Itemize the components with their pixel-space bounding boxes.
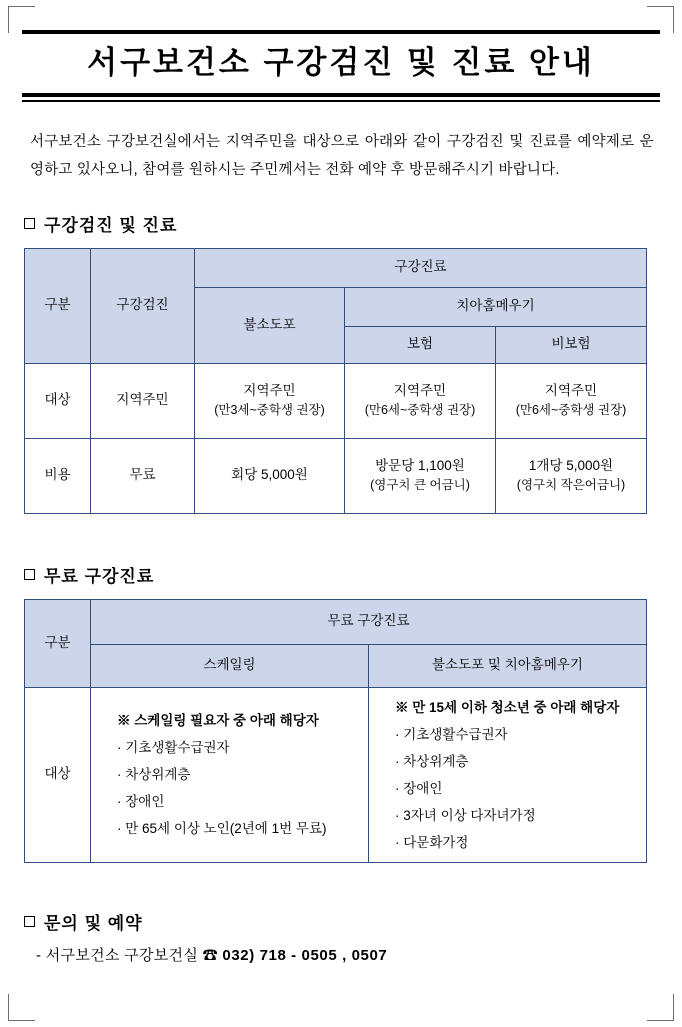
list-item: · 장애인 — [395, 780, 443, 796]
section1-heading-label: 구강검진 및 진료 — [44, 215, 178, 235]
cell-line-1: 지역주민 — [544, 382, 598, 398]
header-insured: 보험 — [345, 326, 496, 363]
section-heading-oral-exam — [22, 211, 660, 236]
cell-line-1: 지역주민 — [393, 382, 447, 398]
fluoride-sealant-list — [373, 694, 642, 856]
header-oral-treatment: 구강진료 — [195, 248, 647, 287]
document-content — [22, 30, 660, 965]
cell-line-2: (영구치 큰 어금니) — [370, 478, 470, 493]
row-label-target: 대상 — [25, 363, 91, 438]
cell-line-1: 방문당 1,100원 — [375, 457, 465, 473]
telephone-icon: ☎ — [202, 946, 218, 964]
table-row — [25, 644, 647, 687]
intro-paragraph: 서구보건소 구강보건실에서는 지역주민을 대상으로 아래와 같이 구강검진 및 진료를 예약제로 운영하고 있사오니, 참여를 원하시는 주민께서는 전화 예약 후 방문해주시기 바랍니다. — [30, 134, 654, 179]
contact-office-label: - 서구보건소 구강보건실 — [36, 946, 199, 964]
header-oral-exam: 구강검진 — [91, 248, 195, 363]
section-heading-contact — [22, 909, 660, 934]
cell-line-2: (영구치 작은어금니) — [516, 478, 626, 493]
table-free-oral-treatment — [24, 599, 647, 863]
cell-target-oral-exam: 지역주민 — [91, 363, 195, 438]
square-bullet-icon — [24, 916, 35, 927]
cell-cost-insured — [345, 438, 496, 513]
cell-line-1: 1개당 5,000원 — [528, 457, 614, 473]
cell-fluoride-sealant-eligibility — [369, 687, 647, 862]
header-scaling: 스케일링 — [91, 644, 369, 687]
section3-heading-label: 문의 및 예약 — [44, 913, 143, 933]
cell-target-uninsured — [496, 363, 647, 438]
table-row — [25, 599, 647, 644]
crop-mark-top-left — [8, 6, 35, 33]
list-item: · 장애인 — [117, 794, 165, 810]
title-block — [22, 30, 660, 97]
header-gubun: 구분 — [25, 248, 91, 363]
cell-target-fluoride — [195, 363, 345, 438]
cell-scaling-eligibility — [91, 687, 369, 862]
row-label-cost: 비용 — [25, 438, 91, 513]
list-item: · 기초생활수급권자 — [395, 726, 508, 742]
list-item: · 다문화가정 — [395, 834, 469, 850]
list-item: · 3자녀 이상 다자녀가정 — [395, 807, 536, 823]
contact-phone-number: 032) 718 - 0505 , 0507 — [222, 946, 388, 964]
cell-cost-oral-exam: 무료 — [91, 438, 195, 513]
header-gubun: 구분 — [25, 599, 91, 687]
table-row — [25, 248, 647, 287]
cell-cost-fluoride — [195, 438, 345, 513]
table-row — [25, 438, 647, 513]
list-item: · 만 65세 이상 노인(2년에 1번 무료) — [117, 821, 327, 837]
page-title: 서구보건소 구강검진 및 진료 안내 — [87, 45, 595, 80]
crop-mark-bottom-right — [647, 994, 674, 1021]
cell-line-2: (만6세~중학생 권장) — [364, 403, 476, 418]
list-lead: ※ 스케일링 필요자 중 아래 해당자 — [117, 713, 319, 729]
section-heading-free-treatment — [22, 562, 660, 587]
title-underline — [22, 100, 660, 102]
cell-line-2: (만3세~중학생 권장) — [214, 403, 325, 418]
table-row — [25, 363, 647, 438]
table-row — [25, 687, 647, 862]
square-bullet-icon — [24, 569, 35, 580]
scaling-list — [95, 707, 364, 842]
cell-line-2: (만6세~중학생 권장) — [515, 403, 627, 418]
header-fluoride: 불소도포 — [195, 287, 345, 363]
cell-target-insured — [345, 363, 496, 438]
cell-cost-uninsured — [496, 438, 647, 513]
header-free-treatment: 무료 구강진료 — [91, 599, 647, 644]
list-item: · 차상위계층 — [117, 767, 191, 783]
cell-line-1: 지역주민 — [243, 382, 296, 398]
list-item: · 차상위계층 — [395, 753, 469, 769]
list-item: · 기초생활수급권자 — [117, 740, 230, 756]
row-label-target: 대상 — [25, 687, 91, 862]
cell-line-1: 회당 5,000원 — [231, 467, 308, 483]
header-sealant: 치아홈메우기 — [345, 287, 647, 326]
list-lead: ※ 만 15세 이하 청소년 중 아래 해당자 — [395, 699, 620, 715]
section2-heading-label: 무료 구강진료 — [44, 566, 155, 586]
crop-mark-top-right — [647, 6, 674, 33]
header-fluoride-sealant: 불소도포 및 치아홈메우기 — [369, 644, 647, 687]
crop-mark-bottom-left — [8, 994, 35, 1021]
header-uninsured: 비보험 — [496, 326, 647, 363]
table-oral-exam-and-treatment — [24, 248, 647, 514]
square-bullet-icon — [24, 218, 35, 229]
contact-line — [22, 944, 660, 965]
